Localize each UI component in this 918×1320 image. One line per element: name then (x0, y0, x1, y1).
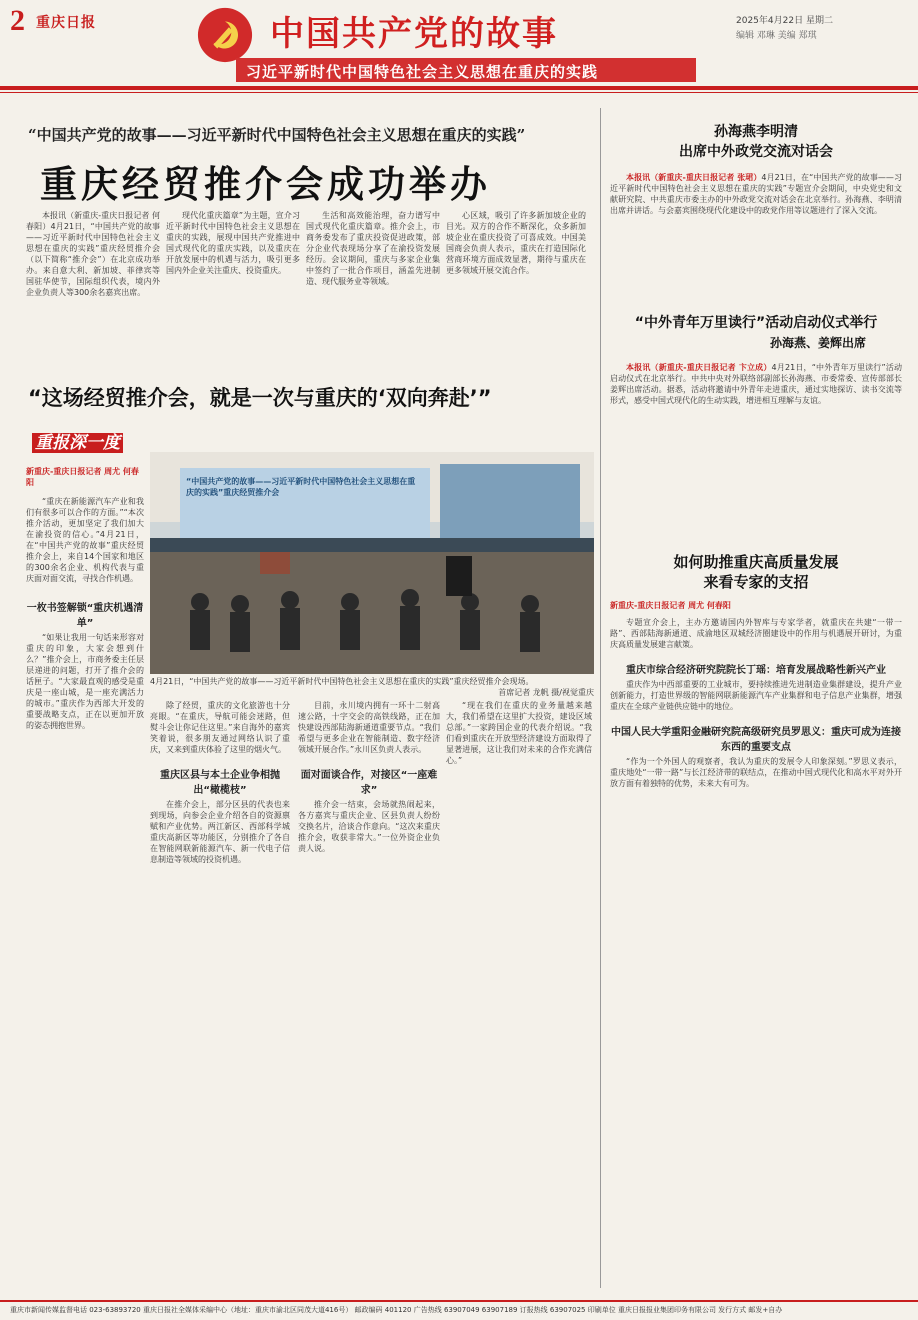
date-box (736, 14, 906, 44)
right1-headline: 孙海燕李明清 出席中外政党交流对话会 (679, 124, 833, 160)
story2-subhead-1: 一枚书签解锁“重庆机遇清单” (26, 603, 144, 629)
right3-text3 (610, 756, 902, 790)
right3-text3-p: “作为一个外国人的观察者，我认为重庆的发展令人印象深刻。”罗思义表示，重庆地处“一带一路”与长江经济带的联结点，在推动中国式现代化和高水平对外开放方面有着独特的优势，未来大有可为。 (610, 757, 902, 788)
lead-paragraph: 生活和高效能治理，奋力谱写中国式现代化重庆篇章。推介会上，市商务委发布了重庆投资促进政策，部分企业代表现场分享了在渝投资发展经历。会议期间，重庆与多家企业集中签约了一批合作项目，涵盖先进制造、现代服务业等领域。 (306, 211, 440, 286)
story2-col-c (298, 700, 440, 756)
masthead (0, 0, 918, 98)
right2-names: 孙海燕、姜辉出席 (769, 336, 866, 350)
staff-credit: 编辑 邓琳 美编 郑琪 (736, 31, 817, 41)
story2-col-b2-text: 在推介会上，部分区县的代表也来到现场，向参会企业介绍各自的资源禀赋和产业优势。两江新区、西部科学城重庆高新区等功能区，分别推介了各自在智能网联新能源汽车、新一代电子信息制造等领域的投资机遇。 (150, 800, 290, 864)
photo-caption-text: 4月21日，“中国共产党的故事——习近平新时代中国特色社会主义思想在重庆的实践”重庆经贸推介会现场。 (150, 677, 534, 686)
story2-col-a (26, 632, 144, 732)
right1-byline: 本报讯（新重庆-重庆日报记者 张珺） (626, 173, 762, 182)
footer: 重庆市新闻传媒监督电话 023-63893720 重庆日报社全媒体采编中心（地址：重庆市渝北区同茂大道416号） 邮政编码 401120 广告热线 63907049 63907189 订报热线 63907025 印刷单位 重庆日报报业集团印务有限公司 发行方式 邮发+自办 (0, 1300, 918, 1320)
right2-headline: “中外青年万里读行”活动启动仪式举行 (634, 315, 878, 331)
lead-headline: 重庆经贸推介会成功举办 (40, 162, 491, 206)
paper-name: 重庆日报 (36, 15, 96, 31)
lead-paragraph: 心区域，吸引了许多新加坡企业的目光。双方的合作不断深化，众多新加坡企业在重庆投资了可喜成效。中国美国商会负责人表示，重庆在打造国际化营商环境方面成效显著，期待与重庆在更多领域开展交流合作。 (446, 211, 586, 275)
lead-paragraph: 现代化重庆篇章”为主题，宣介习近平新时代中国特色社会主义思想在重庆的实践，展现中国共产党推进中国式现代化的重庆实践，以及重庆在开放发展中的机遇与活力，吸引更多国内外企业关注重庆、投资重庆。 (166, 211, 300, 275)
lead-column-2 (166, 210, 300, 368)
story2-byline: 新重庆-重庆日报记者 周尤 何春阳 (26, 467, 139, 487)
lead-paragraph: 本报讯（新重庆-重庆日报记者 何春阳）4月21日，“中国共产党的故事——习近平新时代中国特色社会主义思想在重庆的实践”重庆经贸推介会（以下简称“推介会”）在北京成功举办。来自意大利、新加坡、菲律宾等国驻华使节，国际组织代表，境内外企业负责人等300余名嘉宾出席。 (26, 211, 160, 297)
story2-col-d-text: “现在我们在重庆的业务量越来越大，我们希望在这里扩大投资，建设区域总部。”一家跨国企业的代表介绍说。“我们看到重庆在开放型经济建设方面取得了显著进展，这让我们对未来的合作充满信心。” (446, 701, 592, 765)
lead-kicker: “中国共产党的故事——习近平新时代中国特色社会主义思想在重庆的实践” (28, 126, 526, 144)
story2-subhead-2: 重庆区县与本土企业争相抛出“橄榄枝” (160, 770, 280, 796)
right3-body (610, 600, 902, 1296)
right3-byline: 新重庆-重庆日报记者 周尤 何春阳 (610, 601, 731, 610)
lead-column-4 (446, 210, 586, 368)
column-title: 中国共产党的故事 (270, 14, 558, 54)
story2-left-column (26, 466, 144, 1296)
story2-col-c-text: 目前，永川境内拥有一环十二射高速公路，十字交会的高铁线路，正在加快建设西部陆海新通道重要节点。“我们希望与更多企业在智能制造、数字经济领域开展合作。”永川区负责人表示。 (298, 701, 440, 754)
right1-text: 4月21日，在“中国共产党的故事——习近平新时代中国特色社会主义思想在重庆的实践”专题宣介会期间，中央党史和文献研究院、中共重庆市委主办的中外政党交流对话会在北京举行。孙海燕、李明清出席并讲话。与会嘉宾围绕现代化建设中的政党作用等议题进行了深入交流。 (610, 173, 902, 215)
story2-col-d (446, 700, 592, 767)
photo-caption (150, 676, 594, 698)
story2-col-c2 (298, 799, 440, 855)
column-divider (600, 108, 601, 1288)
page-number: 2 (10, 4, 25, 37)
masthead-rule (0, 86, 918, 90)
right3-intro-text: 专题宣介会上，主办方邀请国内外智库与专家学者，就重庆在共建“一带一路”、西部陆海新通道、成渝地区双城经济圈建设中的作用与机遇展开研讨，为重庆高质量发展建言献策。 (610, 618, 902, 649)
right3-subhead-2: 中国人民大学重阳金融研究院高级研究员罗思义：重庆可成为连接东西的重要支点 (611, 727, 901, 753)
story2-intro-text: “重庆在新能源汽车产业和我们有很多可以合作的方面。”“本次推介活动，更加坚定了我们加大在渝投资的信心。”4月21日，在“中国共产党的故事”重庆经贸推介会上，来自14个国家和地区的300余名企业、机构代表与重庆面对面交流，寻找合作机遇。 (26, 497, 144, 583)
right3-intro (610, 617, 902, 651)
right2-body (610, 362, 902, 542)
photo-banner-text: “中国共产党的故事——习近平新时代中国特色社会主义思想在重庆的实践”重庆经贸推介会 (186, 477, 416, 497)
right3-text2 (610, 679, 902, 713)
right2-text: 4月21日，“中外青年万里读行”活动启动仪式在北京举行。中共中央对外联络部副部长孙海燕、市委常委、宣传部部长姜辉出席活动。据悉，活动将邀请中外青年走进重庆，通过实地探访、读书交流等形式，感受中国式现代化的生动实践，增进相互理解与友谊。 (610, 363, 902, 405)
story2-col-b2 (150, 799, 290, 866)
story2-intro (26, 496, 144, 585)
party-emblem-icon (196, 6, 254, 64)
story2-column-b (150, 700, 290, 1296)
right3-text2-p: 重庆作为中西部重要的工业城市，要持续推进先进制造业集群建设，提升产业创新能力，打造世界级的智能网联新能源汽车产业集群和电子信息产业集群，增强重庆在全球产业链供应链中的地位。 (610, 680, 902, 711)
story2-subhead-3: 面对面谈合作，对接区“一座难求” (300, 770, 438, 796)
story2-col-b-text: 除了经贸，重庆的文化旅游也十分亮眼。“在重庆，导航可能会迷路，但熨斗会让你记住这里。”来自海外的嘉宾笑着说，很多朋友通过网络认识了重庆，又来到重庆体验了这里的烟火气。 (150, 701, 290, 754)
masthead-thin-rule (0, 92, 918, 93)
story2-headline: “这场经贸推介会，就是一次与重庆的‘双向奔赴’” (28, 386, 492, 410)
issue-date: 2025年4月22日 星期二 (736, 16, 833, 26)
event-photo (150, 452, 594, 674)
photo-credit: 首席记者 龙帆 摄/视觉重庆 (498, 688, 594, 697)
column-subtitle: 习近平新时代中国特色社会主义思想在重庆的实践 (236, 58, 696, 82)
story2-column-c (298, 700, 440, 1296)
right2-byline: 本报讯（新重庆-重庆日报记者 卞立成） (626, 363, 772, 372)
deep-report-label: 重报深一度 (32, 433, 123, 453)
story2-col-c2-text: 推介会一结束，会场就热闹起来，各方嘉宾与重庆企业、区县负责人纷纷交换名片，洽谈合作意向。“这次来重庆推介会，收获非常大。”一位外资企业负责人说。 (298, 800, 440, 853)
right1-body (610, 172, 902, 292)
deep-report-tag (30, 428, 123, 453)
story2-col-a-text: “如果让我用一句话来形容对重庆的印象，大家会想到什么？”推介会上，市商务委主任层层递进的问题，打开了推介会的话匣子。“大家最直观的感受是重庆是一座山城，是一座充满活力的城市。”重庆作为西部大开发的重要战略支点，正在以更加开放的姿态拥抱世界。 (26, 633, 144, 730)
story2-column-d (446, 700, 592, 1296)
story2-col-b (150, 700, 290, 756)
right3-subhead-1: 重庆市综合经济研究院院长丁瑶：培育发展战略性新兴产业 (626, 665, 886, 676)
right3-headline: 如何助推重庆高质量发展 来看专家的支招 (673, 553, 839, 591)
lead-column-1 (26, 210, 160, 368)
lead-column-3 (306, 210, 440, 368)
